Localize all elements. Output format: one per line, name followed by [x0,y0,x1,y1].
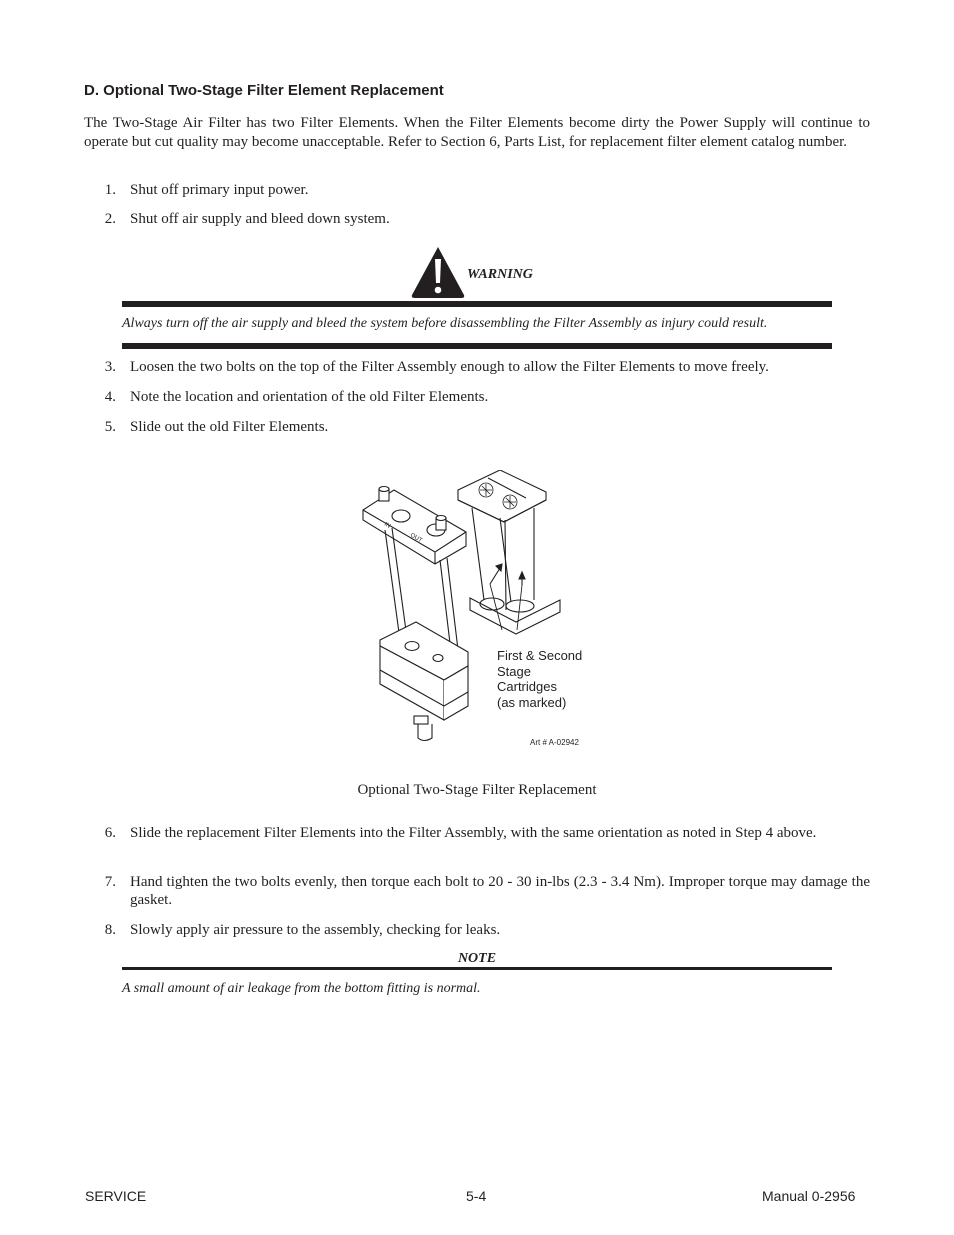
note-title: NOTE [457,951,497,966]
step-number: 5. [104,419,116,435]
divider [122,301,832,307]
divider [122,967,832,970]
step-number: 6. [104,825,116,841]
footer-manual-number: Manual 0-2956 [762,1188,856,1204]
warning-text: Always turn off the air supply and bleed the system before disassembling the Filter Assembly as injury could result. [122,316,768,331]
in-label: IN [383,521,392,530]
step-text: Note the location and orientation of the old Filter Elements. [130,389,489,405]
footer-page-number: 5-4 [466,1188,487,1204]
footer-section: SERVICE [85,1188,147,1204]
callout-label [497,648,582,711]
step-number: 7. [104,874,116,890]
warning-triangle-icon [410,245,466,304]
divider [122,343,832,349]
step-text: Shut off primary input power. [130,182,309,198]
step-number: 4. [104,389,116,405]
step-text: Loosen the two bolts on the top of the Filter Assembly enough to allow the Filter Elements to move freely. [130,359,769,375]
step-text: Slide the replacement Filter Elements into the Filter Assembly, with the same orientation as noted in Step 4 above. [130,825,817,841]
art-number: Art # A-02942 [530,738,579,747]
callout-line: (as marked) [497,695,567,711]
step-number: 2. [104,211,116,227]
step-text: Hand tighten the two bolts evenly, then torque each bolt to 20 - 30 in-lbs (2.3 - 3.4 Nm). Improper torque may damage the gasket. [130,874,870,908]
step-text: Shut off air supply and bleed down system. [130,211,390,227]
figure-caption: Optional Two-Stage Filter Replacement [357,782,597,798]
note-text: A small amount of air leakage from the bottom fitting is normal. [122,981,481,996]
step-text: Slowly apply air pressure to the assembly, checking for leaks. [130,922,501,938]
section-heading: D. Optional Two-Stage Filter Element Replacement [84,82,444,99]
step-number: 8. [104,922,116,938]
step-number: 1. [104,182,116,198]
callout-line: Stage [497,663,531,679]
callout-line: First & Second [497,648,583,663]
step-text: Slide out the old Filter Elements. [130,419,329,435]
callout-line: Cartridges [497,679,557,695]
intro-paragraph: The Two-Stage Air Filter has two Filter Elements. When the Filter Elements become dirty the Power Supply will continue to operate but cut quality may become unacceptable. Refer to Section 6, Parts List, for replacement filter element catalog number. [84,115,870,150]
out-label: OUT [409,532,423,545]
filter-assembly-illustration [340,470,590,760]
warning-title: WARNING [467,267,533,282]
step-number: 3. [104,359,116,375]
